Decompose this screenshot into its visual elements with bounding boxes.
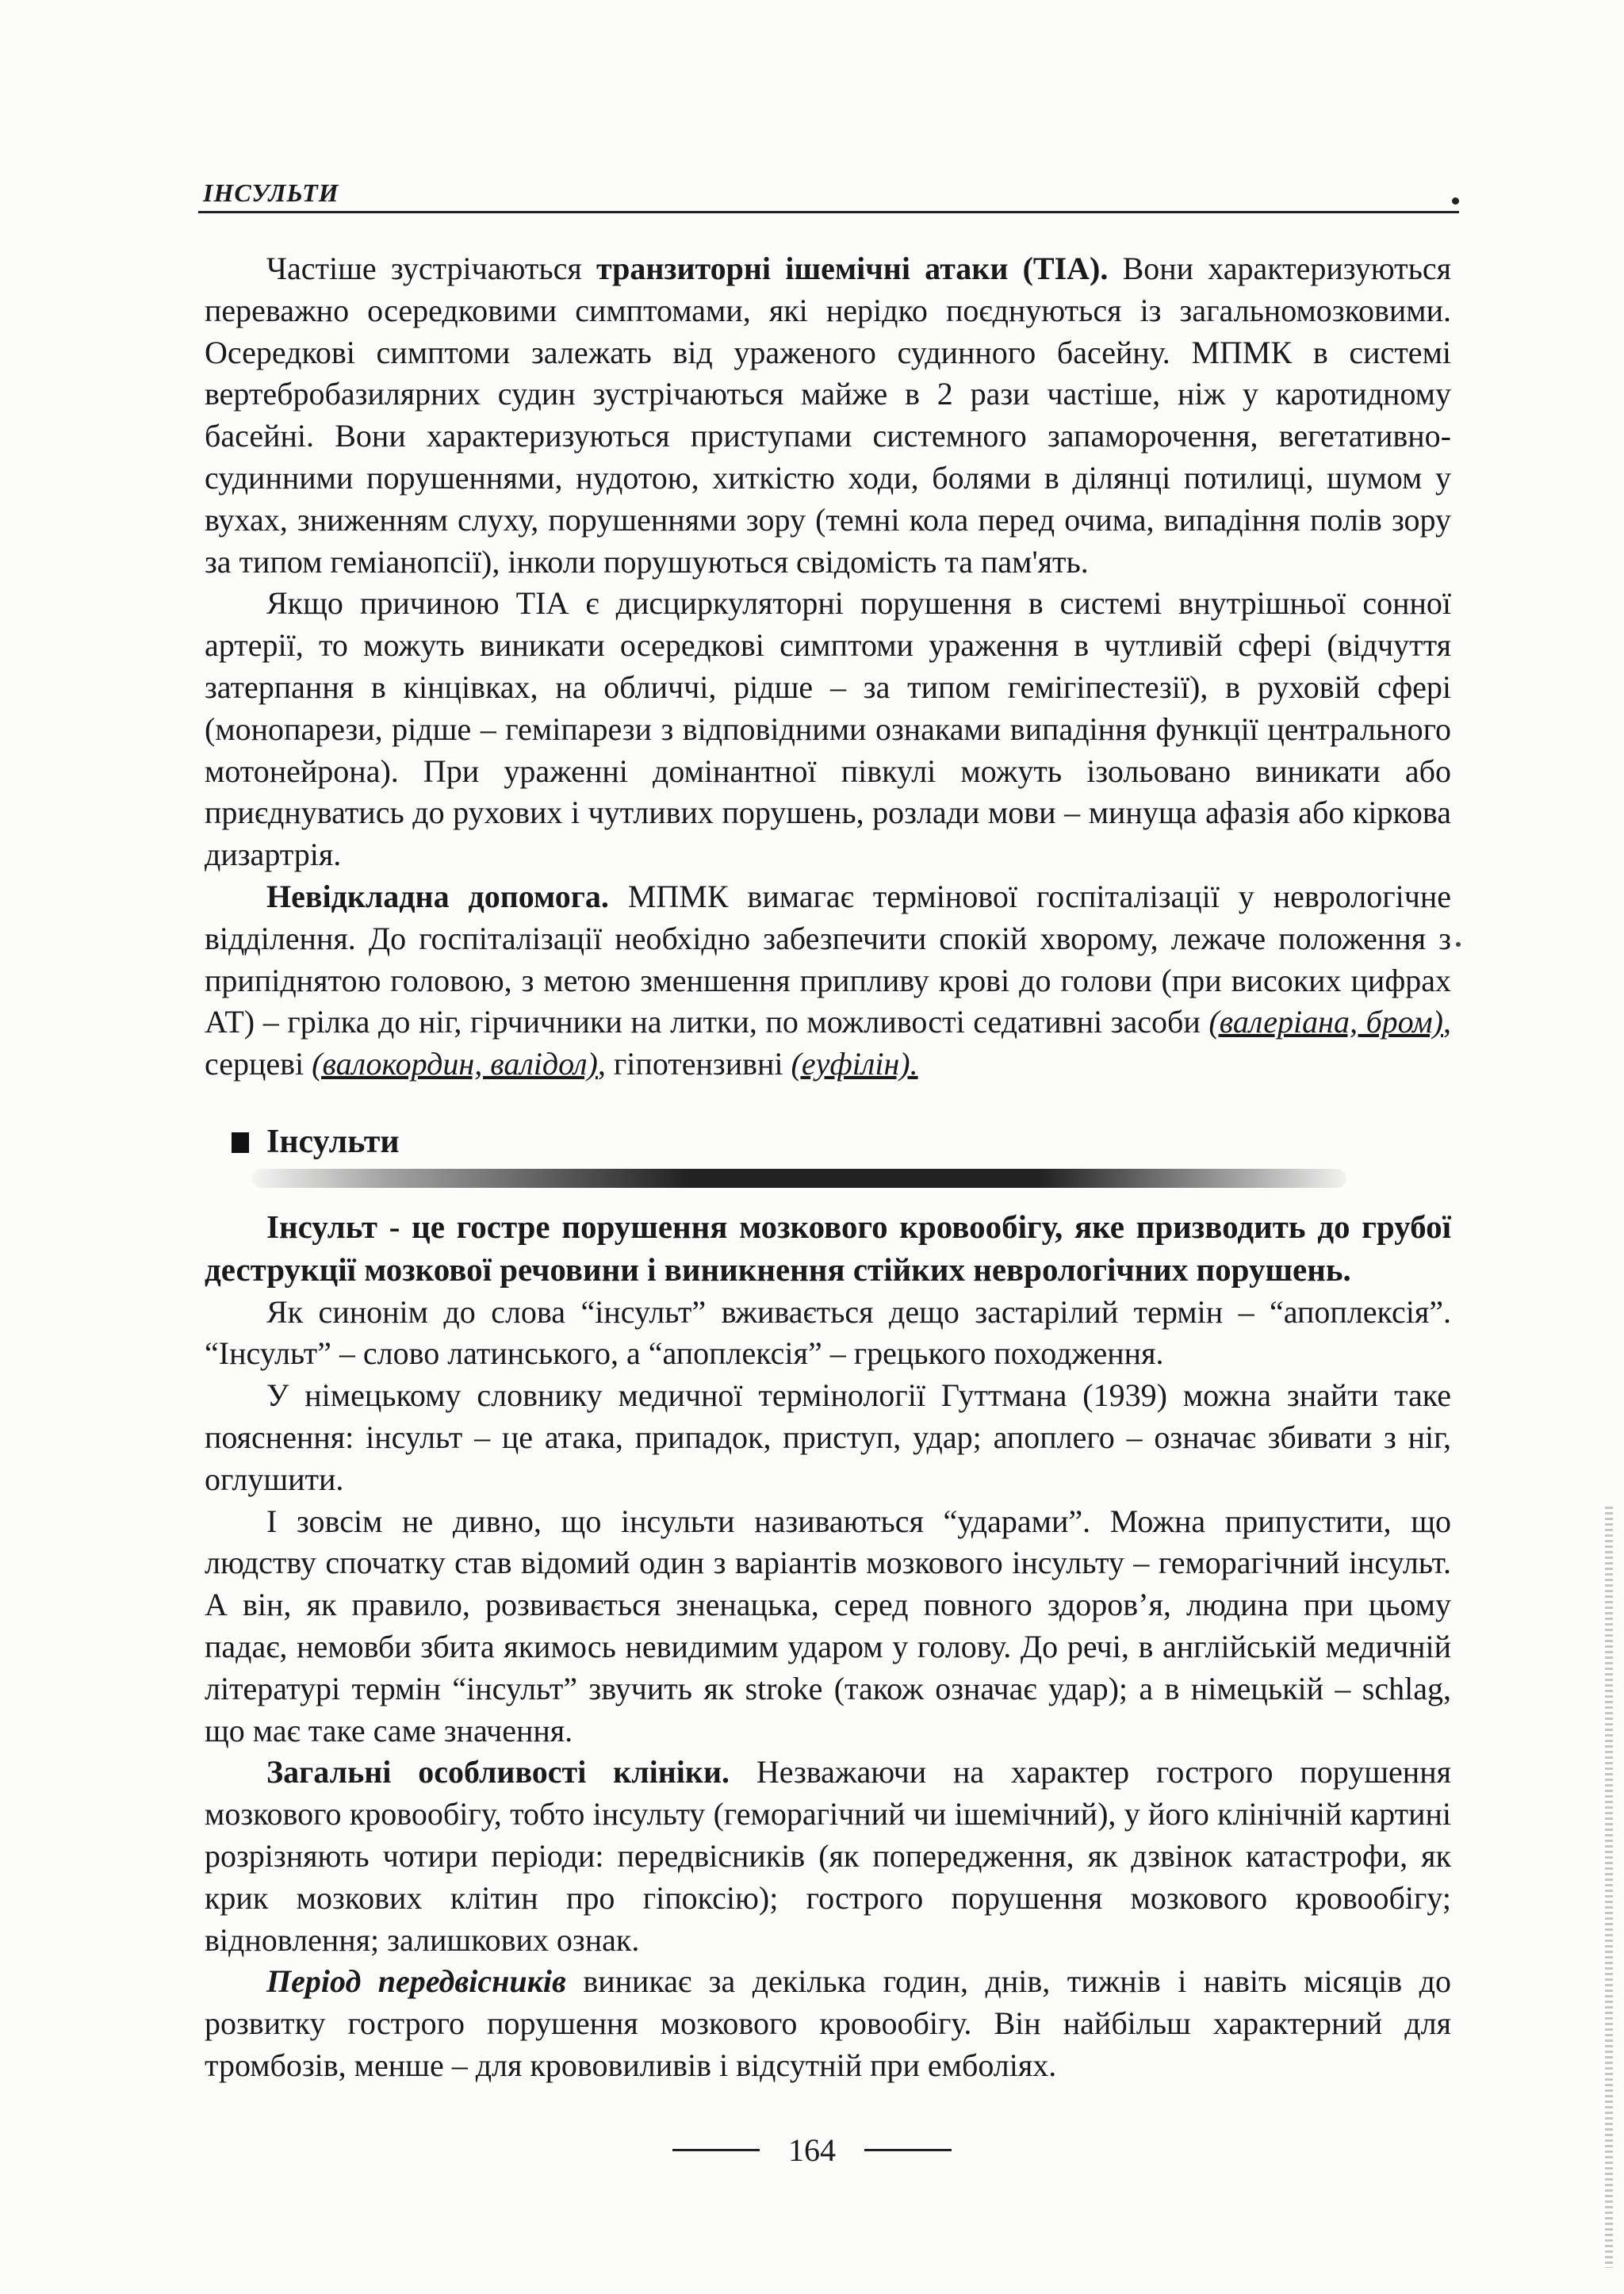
page-number: 164 [788,2132,836,2168]
square-bullet-icon [232,1132,249,1153]
term-prodromal-period: Період передвісників [266,1963,566,2000]
term-emergency-care: Невідкладна допомога. [266,878,609,914]
paragraph-dictionary: У німецькому словнику медичної термінології Гуттмана (1939) можна знайти таке пояснення: інсульт – це атака, припадок, приступ, удар; апоплего – означає збивати з ніг, оглушити. [205,1377,1451,1497]
running-header [198,176,1459,213]
section-heading [205,1120,1451,1164]
section-title: Інсульти [266,1123,400,1160]
footer-rule-right [864,2149,952,2151]
paragraph-tia: Частіше зустрічаються транзиторні ішемічні атаки (ТІА). Вони характеризуються переважно осередковими симптомами, які нерідко поєднуються із загальномозковими. Осередкові симптоми залежать від ураженого судинного басейну. МПМК в системі вертебробазилярних судин зустрічаються майже в 2 рази частіше, ніж у каротидному басейні. Вони характеризуються приступами системного запаморочення, вегетативно-судинними порушеннями, нудотою, хиткістю ходи, болями в ділянці потилиці, шумом у вухах, зниженням слуху, порушеннями зору (темні кола перед очима, випадіння полів зору за типом геміанопсії), інколи порушуються свідомість та пам'ять. [205,251,1451,580]
term-clinical-features: Загальні особливості клініки. [266,1754,730,1790]
paragraph-synonym: Як синонім до слова “інсульт” вживається дещо застарілий термін – “апоплексія”. “Інсульт” – слово латинського, а “апоплексія” – грецького походження. [205,1293,1451,1372]
paragraph-clinical-features: Загальні особливості клініки. Незважаючи на характер гострого порушення мозкового кровообігу, тобто інсульту (геморагічний чи ішемічний), у його клінічній картині розрізняють чотири періоди: передвісників (як попередження, як дзвінок катастрофи, як крик мозкових клітин про гіпоксію); гострого порушення мозкового кровообігу; відновлення; залишкових ознак. [205,1754,1452,1958]
paragraph-strokes: І зовсім не дивно, що інсульти називаються “ударами”. Можна припустити, що людству спочатку став відомий один з варіантів мозкового інсульту – геморагічний інсульт. А він, як правило, розвивається зненацька, серед повного здоров’я, людина при цьому падає, немовби збита якимось невидимим ударом у голову. До речі, в англійській медичній літературі термін “інсульт” звучить як stroke (також означає удар); а в німецькій – schlag, що має таке саме значення. [205,1503,1451,1748]
section-rule [252,1169,1346,1188]
scan-edge [1605,1507,1613,2268]
definition-paragraph: Інсульт - це гостре порушення мозкового кровообігу, яке призводить до грубої деструкції мозкової речовини і виникнення стійких неврологічних порушень. [205,1208,1451,1289]
header-dot [1452,197,1459,205]
paragraph-carotid: Якщо причиною ТІА є дисциркуляторні порушення в системі внутрішньої сонної артерії, то можуть виникати осередкові симптоми ураження в чутливій сфері (відчуття затерпання в кінцівках, на обличчі, рідше – за типом гемігіпестезії), в руховій сфері (монопарези, рідше – геміпарези з відповідними ознаками випадіння функції центрального мотонейрона). При ураженні домінантної півкулі можуть ізольовано виникати або приєднуватись до рухових і чутливих порушень, розлади мови – минуща афазія або кіркова дизартрія. [205,585,1451,873]
paragraph-emergency-care: Невідкладна допомога. МПМК вимагає термінової госпіталізації у неврологічне відділення. До госпіталізації необхідно забезпечити спокій хворому, лежаче положення з припіднятою головою, з метою зменшення припливу крові до голови (при високих цифрах АТ) – грілка до ніг, гірчичники на литки, по можливості седативні засоби (валеріана, бром), серцеві (валокордин, валідол), гіпотензивні (еуфілін). [205,878,1452,1082]
running-title: ІНСУЛЬТИ [203,178,339,207]
margin-mark [1456,942,1461,947]
footer-rule-left [672,2149,760,2151]
paragraph-prodromal-period: Період передвісників виникає за декілька годин, днів, тижнів і навіть місяців до розвитку гострого порушення мозкового кровообігу. Він найбільш характерний для тромбозів, менше – для крововиливів і відсутній при емболіях. [205,1963,1451,2083]
term-tia: транзиторні ішемічні атаки (ТІА). [596,251,1109,286]
page-footer [0,2131,1624,2169]
body-text [205,248,1451,2087]
